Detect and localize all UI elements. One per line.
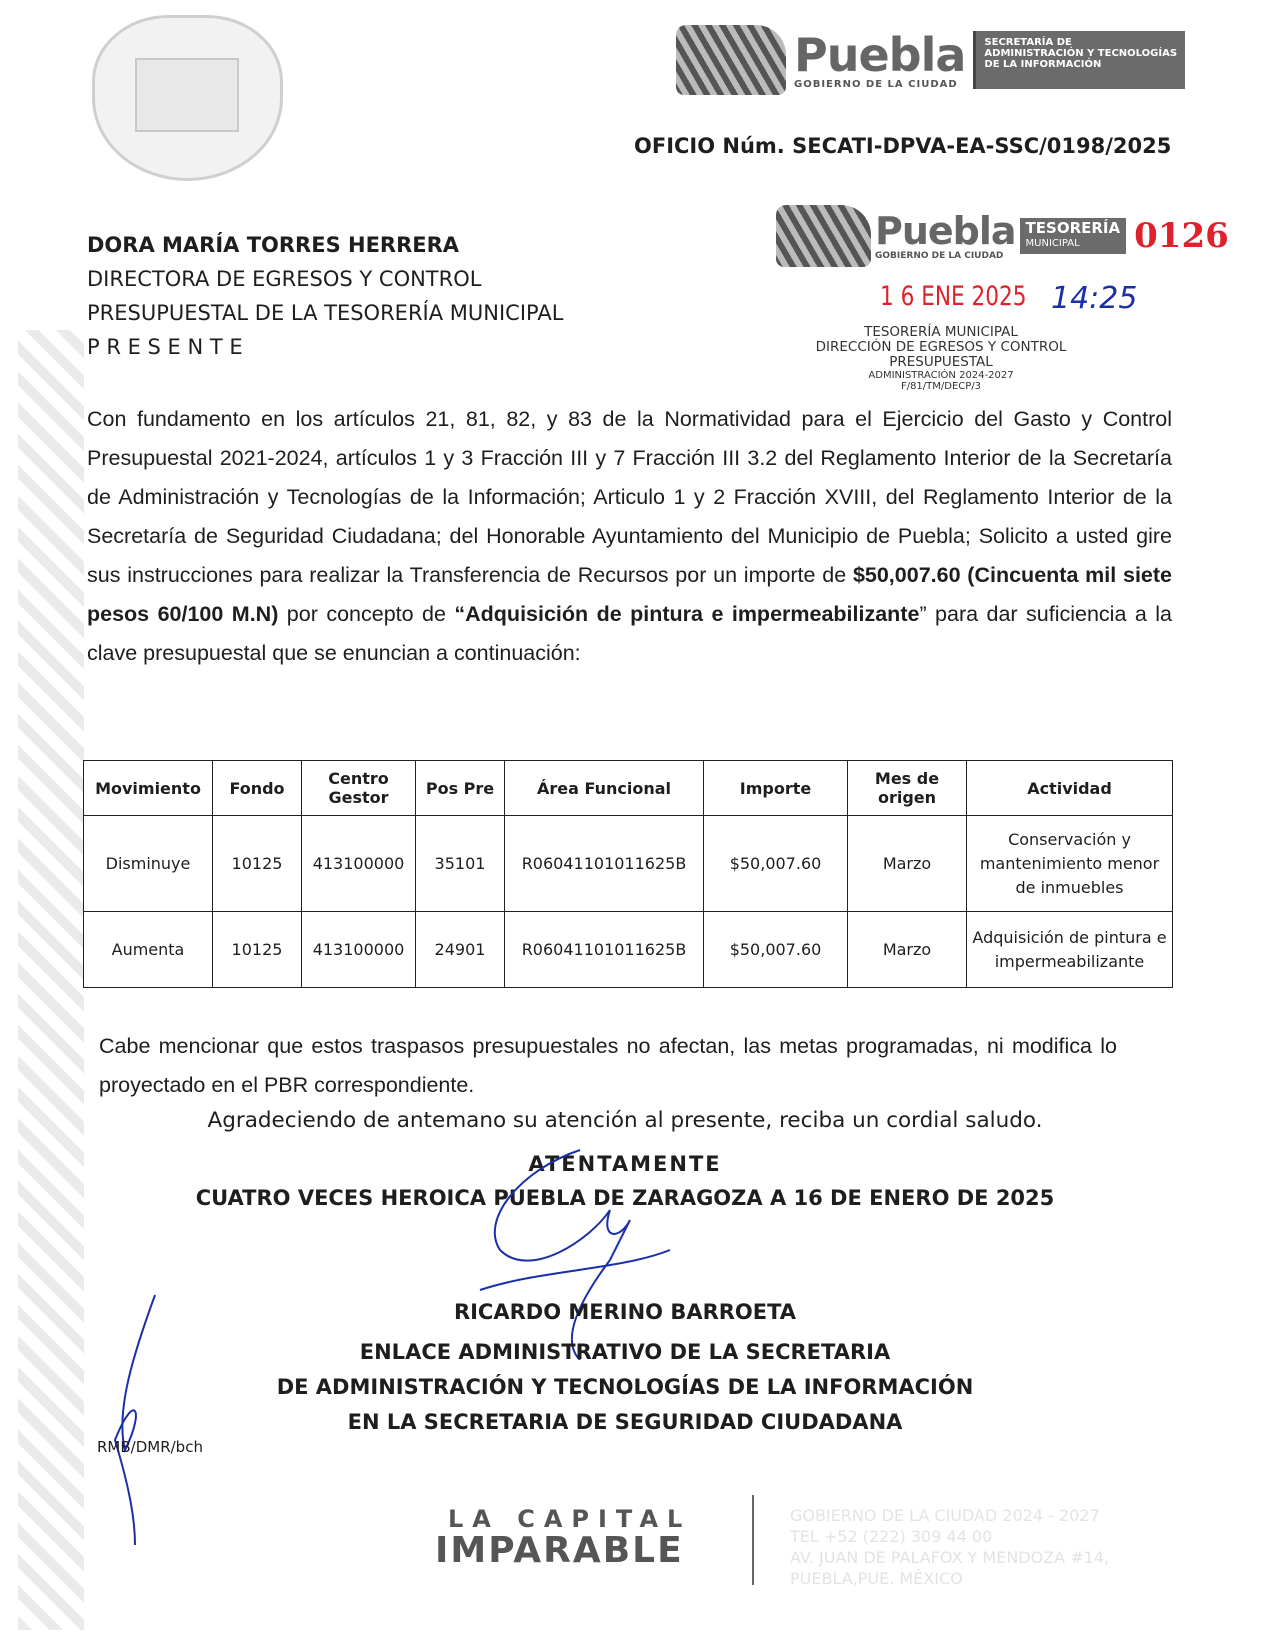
initials-signature [95,1290,175,1550]
body-text: por concepto de [278,602,455,626]
body-text: ” para dar suficiencia a la clave presupuestal que se enuncian a continuación: [87,602,1172,665]
cell: Disminuye [84,816,213,912]
concept: “Adquisición de pintura e impermeabilizante [454,602,920,626]
cell: 10125 [213,912,302,988]
greeting: Agradeciendo de antemano su atención al presente, reciba un cordial saludo. [207,1108,1043,1133]
stamp-line: ADMINISTRACIÓN 2024-2027 [868,370,1014,381]
cell: R06041101011625B [505,816,704,912]
puebla-emblem-icon [676,25,786,95]
decorative-border-strip [18,330,84,1630]
address-line: AV. JUAN DE PALAFOX Y MENDOZA #14, [790,1548,1110,1567]
column-header: Centro Gestor [302,761,416,816]
stamp-line: F/81/TM/DECP/3 [900,381,982,392]
body-text: Con fundamento en los artículos 21, 81, 82, y 83 de la Normatividad para el Ejercicio del Gasto y Control Presupuestal 2021-2024, artículos 1 y 3 Fracción III y 7 Fracción III 3.2 del Reglamento Interior de la Secretaría de Administración y Tecnologías de la Información; Articulo 1 y 2 Fracción XVIII, del Reglamento Interior de la Secretaría de Seguridad Ciudadana; del Honorable Ayuntamiento del Municipio de Puebla; Solicito a usted gire sus instrucciones para realizar la Transferencia de Recursos por un importe de [87,407,1172,587]
signer-role: DE ADMINISTRACIÓN Y TECNOLOGÍAS DE LA INFORMACIÓN [276,1375,974,1399]
atentamente: ATENTAMENTE [528,1152,722,1176]
reception-stamp [776,205,1246,395]
cell: $50,007.60 [704,912,848,988]
stamp-date: 1 6 ENE 2025 [880,281,1027,312]
footer-address [790,1505,1109,1589]
presente: P R E S E N T E [87,335,243,359]
address-line: TEL +52 (222) 309 44 00 [790,1527,993,1546]
cell: 413100000 [302,912,416,988]
stamp-logo-name: Puebla [875,209,1016,253]
cell: 35101 [416,816,505,912]
department-tag [973,31,1185,89]
cell: $50,007.60 [704,816,848,912]
department-line: DE LA INFORMACIÓN [984,59,1102,70]
footer-divider [752,1495,754,1585]
oficio-number: OFICIO Núm. SECATI-DPVA-EA-SSC/0198/2025 [634,134,1172,158]
signer-name: RICARDO MERINO BARROETA [453,1300,797,1324]
column-header: Área Funcional [505,761,704,816]
slogan-line: IMPARABLE [435,1530,684,1571]
column-header: Movimiento [84,761,213,816]
stamp-tag-title: TESORERÍA [1025,219,1121,237]
column-header: Mes de origen [848,761,967,816]
stamp-logo-subtitle: GOBIERNO DE LA CIUDAD [875,251,1004,261]
column-header: Importe [704,761,848,816]
cell: Aumenta [84,912,213,988]
stamp-line: PRESUPUESTAL [889,354,993,370]
cell: 24901 [416,912,505,988]
amount: $50,007.60 (Cincuenta mil siete pesos 60/100 M.N) [87,563,1172,626]
header-logo [676,25,1185,95]
signature [460,1130,700,1360]
cell: 413100000 [302,816,416,912]
address-line: PUEBLA,PUE. MÉXICO [790,1569,963,1588]
folio-number: 0126 [1134,216,1229,256]
address-line: GOBIERNO DE LA CIUDAD 2024 - 2027 [790,1506,1100,1525]
column-header: Pos Pre [416,761,505,816]
addressee-title: PRESUPUESTAL DE LA TESORERÍA MUNICIPAL [87,301,564,325]
department-line: ADMINISTRACIÓN Y TECNOLOGÍAS [984,48,1178,59]
slogan-logo [410,1505,691,1569]
handwritten-time: 14:25 [1051,281,1138,316]
signer-role: ENLACE ADMINISTRATIVO DE LA SECRETARIA [359,1340,891,1364]
closing-paragraph: Cabe mencionar que estos traspasos presupuestales no afectan, las metas programadas, ni modifica lo proyectado en el PBR correspondiente. [99,1034,1117,1097]
cell: Adquisición de pintura e impermeabilizante [967,912,1173,988]
body-paragraph [87,400,1172,673]
cell: Marzo [848,912,967,988]
logo-name: Puebla [794,27,966,82]
signer-role: EN LA SECRETARIA DE SEGURIDAD CIUDADANA [347,1410,903,1434]
table-row [84,912,1173,988]
stamp-line: TESORERÍA MUNICIPAL [864,324,1018,340]
addressee-title: DIRECTORA DE EGRESOS Y CONTROL [87,267,482,291]
place-date: CUATRO VECES HEROICA PUEBLA DE ZARAGOZA A 16 DE ENERO DE 2025 [195,1186,1055,1210]
budget-table [83,760,1173,988]
slogan-line: LA CAPITAL [448,1505,692,1533]
table-header-row [84,761,1173,816]
cell: 10125 [213,816,302,912]
department-line: SECRETARÍA DE [984,37,1072,48]
addressee-name: DORA MARÍA TORRES HERRERA [87,233,460,257]
stamp-tag [1020,218,1127,254]
stamp-text [776,325,1106,392]
stamp-tag-subtitle: MUNICIPAL [1025,238,1080,249]
addressee-block [87,228,563,364]
logo-subtitle: GOBIERNO DE LA CIUDAD [794,78,958,90]
puebla-emblem-icon [776,205,871,267]
column-header: Fondo [213,761,302,816]
table-row [84,816,1173,912]
cell: Conservación y mantenimiento menor de inmuebles [967,816,1173,912]
municipal-seal [92,15,283,181]
initials: RMB/DMR/bch [97,1438,203,1456]
cell: R06041101011625B [505,912,704,988]
column-header: Actividad [967,761,1173,816]
cell: Marzo [848,816,967,912]
stamp-line: DIRECCIÓN DE EGRESOS Y CONTROL [815,339,1067,355]
